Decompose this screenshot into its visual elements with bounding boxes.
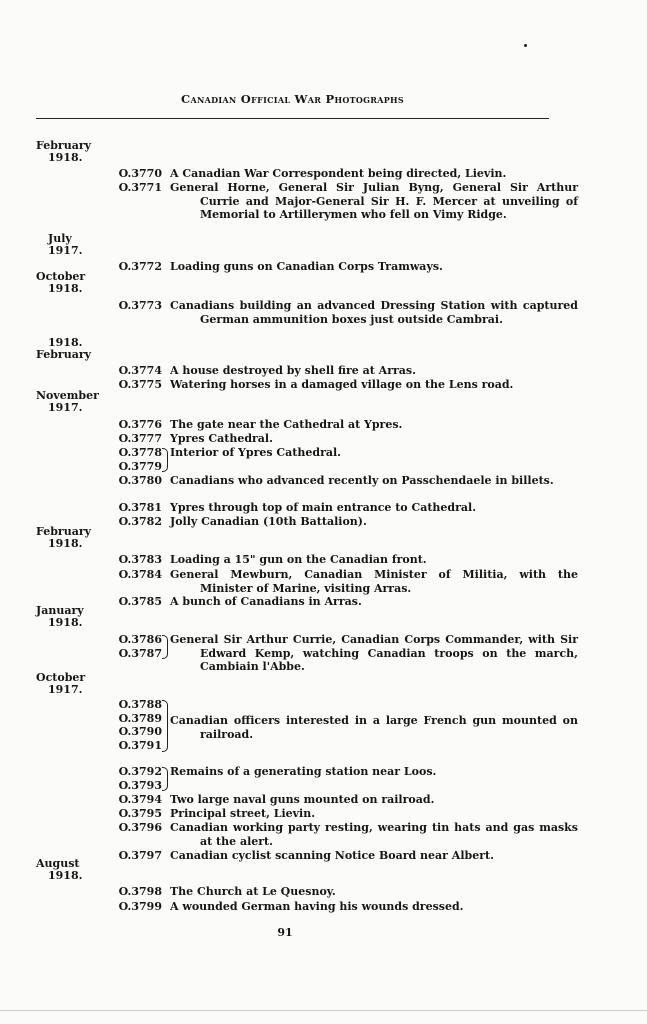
photo-number: O.3773 bbox=[118, 299, 162, 312]
photo-number: O.3789 bbox=[118, 711, 162, 725]
scan-speck bbox=[524, 44, 527, 47]
photo-number: O.3795 bbox=[118, 807, 162, 820]
date-label: 1918. February bbox=[36, 336, 92, 361]
grouping-brace bbox=[162, 700, 168, 752]
date-label: October 1918. bbox=[36, 270, 86, 295]
photo-caption: The gate near the Cathedral at Ypres. bbox=[170, 418, 403, 431]
photo-number: O.3778 bbox=[118, 446, 162, 459]
photo-caption: Principal street, Lievin. bbox=[170, 807, 316, 820]
photo-caption: A house destroyed by shell fire at Arras. bbox=[170, 364, 416, 377]
photo-caption: Canadian officers interested in a large French gun mounted on railroad. bbox=[170, 714, 578, 741]
photo-number: O.3774 bbox=[118, 364, 162, 377]
photo-number: O.3790 bbox=[118, 725, 162, 738]
photo-caption: Watering horses in a damaged village on the Lens road. bbox=[170, 378, 514, 391]
photo-caption: Jolly Canadian (10th Battalion). bbox=[170, 515, 367, 528]
photo-caption: Ypres through top of main entrance to Cathedral. bbox=[170, 501, 477, 514]
photo-number: O.3787 bbox=[118, 646, 162, 660]
photo-number: O.3770 bbox=[118, 167, 162, 180]
photo-number: O.3796 bbox=[118, 821, 162, 834]
date-label: February 1918. bbox=[36, 525, 92, 550]
photo-caption: Remains of a generating station near Loos. bbox=[170, 765, 437, 778]
photo-caption: The Church at Le Quesnoy. bbox=[170, 885, 336, 898]
photo-caption: Canadian working party resting, wearing tin hats and gas masks at the alert. bbox=[170, 821, 578, 848]
photo-caption: Loading a 15" gun on the Canadian front. bbox=[170, 553, 427, 566]
photo-caption: Canadian cyclist scanning Notice Board near Albert. bbox=[170, 849, 494, 862]
page-number: 91 bbox=[277, 926, 293, 939]
photo-caption: General Horne, General Sir Julian Byng, General Sir Arthur Currie and Major-General Sir H. F. Mercer at unveiling of Memorial to Artillerymen who fell on Vimy Ridge. bbox=[170, 181, 578, 221]
photo-number: O.3775 bbox=[118, 378, 162, 391]
page-edge bbox=[0, 1010, 647, 1011]
photo-number: O.3771 bbox=[118, 181, 162, 194]
photo-number: O.3772 bbox=[118, 260, 162, 273]
photo-number: O.3783 bbox=[118, 553, 162, 566]
date-label: November 1917. bbox=[36, 389, 99, 414]
date-label: October 1917. bbox=[36, 671, 86, 696]
photo-number: O.3782 bbox=[118, 515, 162, 528]
photo-number: O.3788 bbox=[118, 698, 162, 711]
photo-number: O.3791 bbox=[118, 738, 162, 752]
photo-number: O.3797 bbox=[118, 849, 162, 862]
photo-caption: General Sir Arthur Currie, Canadian Corps Commander, with Sir Edward Kemp, watching Canadian troops on the march, Cambiain l'Abbe. bbox=[170, 633, 578, 673]
photo-number: O.3798 bbox=[118, 885, 162, 898]
photo-number: O.3780 bbox=[118, 474, 162, 487]
header-rule bbox=[36, 118, 549, 119]
photo-number: O.3785 bbox=[118, 595, 162, 608]
photo-number: O.3777 bbox=[118, 432, 162, 445]
grouping-brace bbox=[162, 767, 168, 791]
photo-caption: Ypres Cathedral. bbox=[170, 432, 273, 445]
photo-caption: Canadians building an advanced Dressing Station with captured German ammunition boxes just outside Cambrai. bbox=[170, 299, 578, 326]
grouping-brace bbox=[162, 448, 168, 472]
photo-caption: Two large naval guns mounted on railroad. bbox=[170, 793, 435, 806]
date-label: January 1918. bbox=[36, 604, 84, 629]
photo-caption: A wounded German having his wounds dressed. bbox=[170, 900, 464, 913]
photo-number: O.3779 bbox=[118, 459, 162, 473]
photo-caption: Canadians who advanced recently on Passchendaele in billets. bbox=[170, 474, 554, 487]
photo-number: O.3781 bbox=[118, 501, 162, 514]
photo-caption: Loading guns on Canadian Corps Tramways. bbox=[170, 260, 443, 273]
photo-number: O.3794 bbox=[118, 793, 162, 806]
page-header: Canadian Official War Photographs bbox=[181, 92, 404, 106]
photo-caption: General Mewburn, Canadian Minister of Militia, with the Minister of Marine, visiting Arras. bbox=[170, 568, 578, 595]
date-label: August 1918. bbox=[36, 857, 83, 882]
date-label: February 1918. bbox=[36, 139, 92, 164]
date-label: July 1917. bbox=[48, 232, 83, 257]
grouping-brace bbox=[162, 635, 168, 659]
photo-number: O.3784 bbox=[118, 568, 162, 581]
photo-caption: A bunch of Canadians in Arras. bbox=[170, 595, 362, 608]
photo-number: O.3793 bbox=[118, 778, 162, 792]
photo-number: O.3792 bbox=[118, 765, 162, 778]
photo-caption: Interior of Ypres Cathedral. bbox=[170, 446, 341, 459]
photo-number: O.3786 bbox=[118, 633, 162, 646]
photo-number: O.3799 bbox=[118, 900, 162, 913]
photo-number: O.3776 bbox=[118, 418, 162, 431]
photo-caption: A Canadian War Correspondent being directed, Lievin. bbox=[170, 167, 507, 180]
